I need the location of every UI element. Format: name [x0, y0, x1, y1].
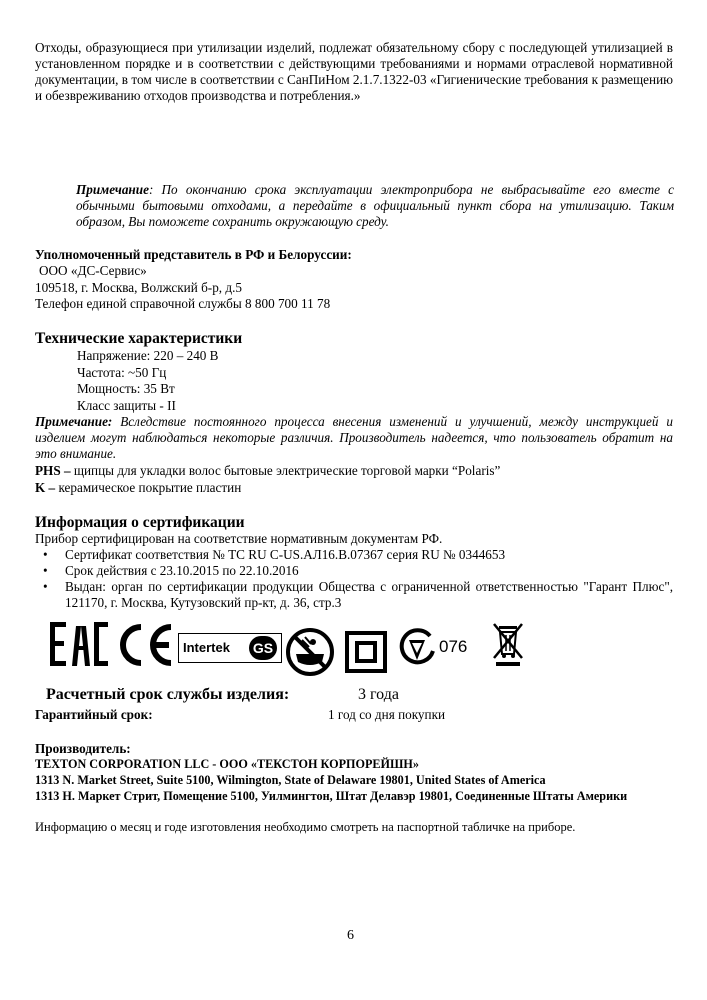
page-number: 6: [347, 928, 354, 943]
manufacturer-address-ru: 1313 Н. Маркет Стрит, Помещение 5100, Уилмингтон, Штат Делавэр 19801, Соединенные Штаты Америки: [35, 789, 628, 803]
specs-note-text: Вследствие постоянного процесса внесения изменений и улучшений, между инструкцией и изделием могут наблюдаться некоторые различия. Производитель надеется, что пользователь обратит на это внимание.: [35, 414, 673, 461]
no-bath-warning-icon: [285, 627, 335, 677]
k-text: керамическое покрытие пластин: [55, 480, 242, 495]
representative-heading: Уполномоченный представитель в РФ и Белоруссии:: [35, 247, 352, 262]
manufacturer-address-en: 1313 N. Market Street, Suite 5100, Wilmington, State of Delaware 19801, United States of America: [35, 773, 546, 787]
ukraine-conformity-mark: [397, 627, 477, 667]
k-definition: [35, 480, 241, 496]
representative-address: 109518, г. Москва, Волжский б-р, д.5: [35, 280, 242, 295]
service-life-value: 3 года: [358, 686, 399, 703]
manufacturer-heading: Производитель:: [35, 741, 131, 756]
intertek-label: Intertek: [183, 640, 230, 655]
service-life-label: Расчетный срок службы изделия:: [46, 686, 290, 703]
spec-voltage: Напряжение: 220 – 240 В: [77, 348, 219, 363]
certification-intro: Прибор сертифицирован на соответствие нормативным документам РФ.: [35, 531, 443, 546]
warranty-value: 1 год со дня покупки: [328, 707, 446, 722]
warranty-label: Гарантийный срок:: [35, 707, 153, 722]
k-label: K –: [35, 480, 56, 495]
eac-mark: [50, 622, 108, 666]
certificate-validity: • Срок действия с 23.10.2015 по 22.10.2016: [35, 563, 673, 579]
certification-heading: Информация о сертификации: [35, 514, 245, 531]
manufacture-date-info: Информацию о месяц и годе изготовления необходимо смотреть на паспортной табличке на приборе.: [35, 820, 576, 834]
manufacturer-name: TEXTON CORPORATION LLC - ООО «ТЕКСТОН КОРПОРЕЙШН»: [35, 757, 419, 771]
disposal-note: [76, 182, 674, 230]
phs-text: щипцы для укладки волос бытовые электрические торговой марки “Polaris”: [70, 463, 501, 478]
disposal-paragraph: Отходы, образующиеся при утилизации изделий, подлежат обязательному сбору с последующей утилизацией в установленном порядке и в соответствии с действующими требованиями и нормами отраслевой нормативной документации, в том числе в соответствии с СанПиНом 2.1.7.1322-03 «Гигиенические требования к размещению и обезвреживанию отходов производства и потребления.»: [35, 40, 673, 103]
ce-mark: [115, 623, 175, 667]
specs-heading: Технические характеристики: [35, 330, 243, 347]
phs-label: PHS –: [35, 463, 71, 478]
disposal-note-text: : По окончанию срока эксплуатации электроприбора не выбрасывайте его вместе с обычными бытовыми отходами, а передайте в официальный пункт сбора на утилизацию. Таким образом, Вы поможете сохранить окружающую среду.: [76, 182, 674, 229]
phs-definition: [35, 463, 500, 479]
certification-list: [35, 547, 673, 611]
double-insulation-icon: [345, 631, 387, 673]
spec-power: Мощность: 35 Вт: [77, 381, 175, 396]
intertek-gs-mark: [178, 633, 282, 663]
spec-protection-class: Класс защиты - II: [77, 398, 176, 413]
specs-note: [35, 414, 673, 462]
weee-crossed-bin-icon: [490, 620, 526, 668]
ukraine-code-label: 076: [439, 637, 468, 656]
certificate-issuer: • Выдан: орган по сертификации продукции Общества с ограниченной ответственностью "Гарант Плюс", 121170, г. Москва, Кутузовский пр-кт, д. 36, стр.3: [35, 579, 673, 611]
representative-phone: Телефон единой справочной службы 8 800 700 11 78: [35, 296, 331, 311]
gs-label: GS: [249, 636, 277, 660]
certificate-number: • Сертификат соответствия № ТС RU C-US.АЛ16.В.07367 серия RU № 0344653: [35, 547, 673, 563]
disposal-note-label: Примечание: [76, 182, 149, 197]
spec-frequency: Частота: ~50 Гц: [77, 365, 167, 380]
representative-company: ООО «ДС-Сервис»: [39, 263, 147, 278]
specs-note-label: Примечание:: [35, 414, 113, 429]
